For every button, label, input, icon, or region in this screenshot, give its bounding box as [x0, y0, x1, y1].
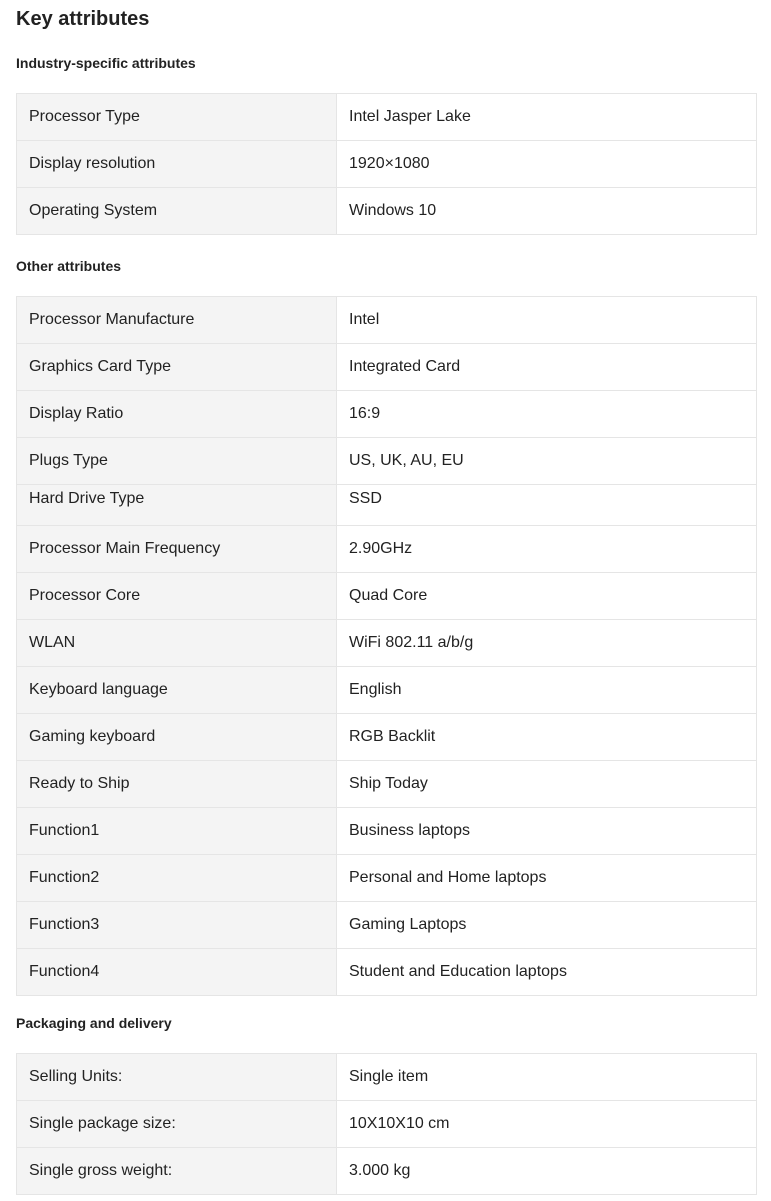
attribute-value: Integrated Card — [337, 344, 757, 391]
attribute-value: 10X10X10 cm — [337, 1101, 757, 1148]
section-title-other-attributes: Other attributes — [16, 258, 122, 274]
attribute-name: Hard Drive Type — [17, 485, 337, 526]
table-row — [17, 714, 757, 761]
attribute-value: Business laptops — [337, 808, 757, 855]
attribute-name: Selling Units: — [17, 1054, 337, 1101]
other-attributes-table — [16, 296, 757, 996]
attribute-name: Processor Manufacture — [17, 297, 337, 344]
attribute-name: Processor Core — [17, 573, 337, 620]
section-title-packaging-and-delivery: Packaging and delivery — [16, 1015, 172, 1031]
packaging-and-delivery-table — [16, 1053, 757, 1195]
attribute-name: Display Ratio — [17, 391, 337, 438]
attribute-name: Function1 — [17, 808, 337, 855]
attribute-value: Intel — [337, 297, 757, 344]
attribute-value: Quad Core — [337, 573, 757, 620]
attribute-name: Graphics Card Type — [17, 344, 337, 391]
attribute-value: 2.90GHz — [337, 526, 757, 573]
attribute-value: Intel Jasper Lake — [337, 94, 757, 141]
attribute-value: WiFi 802.11 a/b/g — [337, 620, 757, 667]
attribute-value: SSD — [337, 485, 757, 526]
attribute-value: Ship Today — [337, 761, 757, 808]
attribute-value: Single item — [337, 1054, 757, 1101]
attribute-name: Processor Type — [17, 94, 337, 141]
table-row — [17, 141, 757, 188]
table-row — [17, 188, 757, 235]
attribute-name: Single package size: — [17, 1101, 337, 1148]
attribute-name: Function2 — [17, 855, 337, 902]
table-row — [17, 438, 757, 485]
attribute-name: Display resolution — [17, 141, 337, 188]
attribute-value: English — [337, 667, 757, 714]
table-row — [17, 1054, 757, 1101]
attribute-value: Personal and Home laptops — [337, 855, 757, 902]
table-row — [17, 949, 757, 996]
table-row — [17, 808, 757, 855]
table-row — [17, 344, 757, 391]
table-row — [17, 667, 757, 714]
attribute-name: Plugs Type — [17, 438, 337, 485]
table-row — [17, 620, 757, 667]
attribute-name: Function4 — [17, 949, 337, 996]
table-row — [17, 526, 757, 573]
attribute-value: Windows 10 — [337, 188, 757, 235]
attribute-name: Processor Main Frequency — [17, 526, 337, 573]
table-row — [17, 485, 757, 526]
table-row — [17, 573, 757, 620]
attribute-value: Gaming Laptops — [337, 902, 757, 949]
attribute-value: 3.000 kg — [337, 1148, 757, 1195]
attribute-name: WLAN — [17, 620, 337, 667]
attribute-value: RGB Backlit — [337, 714, 757, 761]
table-row — [17, 855, 757, 902]
attribute-value: 16:9 — [337, 391, 757, 438]
table-row — [17, 94, 757, 141]
attribute-name: Ready to Ship — [17, 761, 337, 808]
attribute-name: Gaming keyboard — [17, 714, 337, 761]
attribute-value: Student and Education laptops — [337, 949, 757, 996]
attribute-value: US, UK, AU, EU — [337, 438, 757, 485]
table-row — [17, 1101, 757, 1148]
attribute-name: Single gross weight: — [17, 1148, 337, 1195]
table-row — [17, 761, 757, 808]
table-row — [17, 297, 757, 344]
attribute-name: Operating System — [17, 188, 337, 235]
attribute-value: 1920×1080 — [337, 141, 757, 188]
page-title: Key attributes — [16, 8, 150, 30]
attribute-name: Function3 — [17, 902, 337, 949]
table-row — [17, 1148, 757, 1195]
table-row — [17, 902, 757, 949]
attribute-name: Keyboard language — [17, 667, 337, 714]
section-title-industry-specific: Industry-specific attributes — [16, 55, 196, 71]
industry-specific-attributes-table — [16, 93, 757, 235]
table-row — [17, 391, 757, 438]
